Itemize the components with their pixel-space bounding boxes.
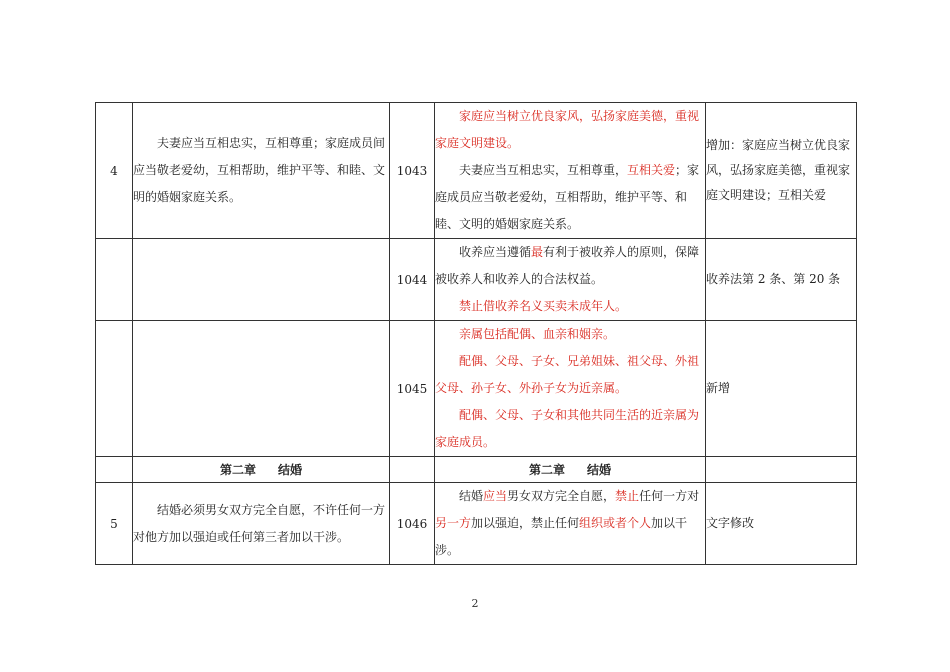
new-article-no: 1045 [390, 321, 435, 457]
page-number: 2 [471, 597, 479, 610]
old-chapter-heading: 第二章 结婚 [133, 457, 390, 483]
new-article-text: 家庭应当树立优良家风，弘扬家庭美德，重视家庭文明建设。 夫妻应当互相忠实，互相尊重，互相关爱；家庭成员应当敬老爱幼，互相帮助，维护平等、和睦、文明的婚姻家庭关系。 [435, 103, 706, 239]
old-article-no: 4 [96, 103, 133, 239]
table-row [96, 239, 857, 321]
chapter-heading-row [96, 457, 857, 483]
table-row [96, 103, 857, 239]
table-row [96, 321, 857, 457]
change-note: 收养法第 2 条、第 20 条 [706, 239, 857, 321]
old-article-no: 5 [96, 483, 133, 565]
table-row [96, 483, 857, 565]
new-chapter-heading: 第二章 结婚 [435, 457, 706, 483]
change-note: 增加：家庭应当树立优良家风，弘扬家庭美德，重视家庭文明建设；互相关爱 [706, 103, 857, 239]
new-article-text: 收养应当遵循最有利于被收养人的原则，保障被收养人和收养人的合法权益。 禁止借收养名义买卖未成年人。 [435, 239, 706, 321]
new-article-no: 1043 [390, 103, 435, 239]
new-article-text: 亲属包括配偶、血亲和姻亲。 配偶、父母、子女、兄弟姐妹、祖父母、外祖父母、孙子女、外孙子女为近亲属。 配偶、父母、子女和其他共同生活的近亲属为家庭成员。 [435, 321, 706, 457]
change-note: 新增 [706, 321, 857, 457]
comparison-table [95, 102, 857, 565]
new-article-no: 1044 [390, 239, 435, 321]
new-article-no: 1046 [390, 483, 435, 565]
old-article-text: 结婚必须男女双方完全自愿，不许任何一方对他方加以强迫或任何第三者加以干涉。 [133, 483, 390, 565]
old-article-text: 夫妻应当互相忠实，互相尊重；家庭成员间应当敬老爱幼，互相帮助，维护平等、和睦、文明的婚姻家庭关系。 [133, 103, 390, 239]
new-article-text: 结婚应当男女双方完全自愿，禁止任何一方对另一方加以强迫，禁止任何组织或者个人加以干涉。 [435, 483, 706, 565]
change-note: 文字修改 [706, 483, 857, 565]
